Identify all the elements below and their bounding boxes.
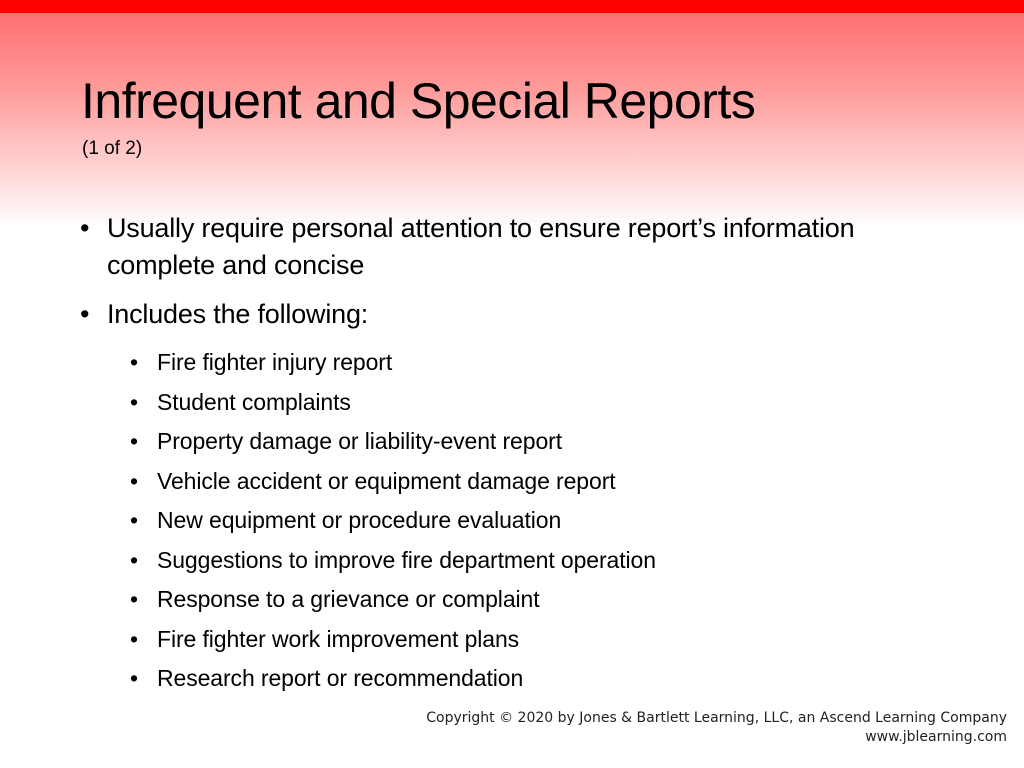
bullet-icon: • xyxy=(130,349,138,375)
sub-bullet-text: Fire fighter injury report xyxy=(157,349,393,375)
sub-bullet-item xyxy=(80,422,960,462)
bullet-icon: • xyxy=(80,299,90,329)
bullet-list xyxy=(80,210,960,699)
sub-bullet-text: Student complaints xyxy=(157,388,351,415)
slide-title: Infrequent and Special Reports xyxy=(81,73,756,129)
bullet-icon: • xyxy=(130,388,138,415)
publisher-url: www.jblearning.com xyxy=(865,729,1007,745)
copyright-text: Copyright © 2020 by Jones & Bartlett Learning, LLC, an Ascend Learning Company xyxy=(426,710,1007,726)
bullet-icon: • xyxy=(130,546,138,573)
bullet-item xyxy=(80,296,960,333)
sub-bullet-text: Research report or recommendation xyxy=(157,665,524,691)
sub-bullet-item xyxy=(80,462,960,502)
sub-bullet-item xyxy=(80,541,960,581)
sub-bullet-item xyxy=(80,659,960,699)
sub-bullet-text: Vehicle accident or equipment damage report xyxy=(157,467,616,494)
sub-bullet-text: Fire fighter work improvement plans xyxy=(157,625,520,652)
bullet-icon: • xyxy=(130,665,138,691)
sub-bullet-item xyxy=(80,343,960,383)
bullet-icon: • xyxy=(130,428,138,454)
top-accent-bar xyxy=(0,0,1024,13)
sub-bullet-item xyxy=(80,501,960,541)
sub-bullet-list xyxy=(80,343,960,699)
sub-bullet-text: Suggestions to improve fire department operation xyxy=(157,546,656,573)
bullet-text: Includes the following: xyxy=(107,299,369,329)
bullet-icon: • xyxy=(130,507,138,533)
sub-bullet-item xyxy=(80,620,960,660)
sub-bullet-item xyxy=(80,580,960,620)
bullet-item xyxy=(80,210,960,284)
bullet-icon: • xyxy=(130,586,138,612)
bullet-text: Usually require personal attention to ensure report’s information complete and concise xyxy=(107,213,855,280)
slide-subtitle: (1 of 2) xyxy=(82,138,143,159)
bullet-icon: • xyxy=(130,625,138,652)
sub-bullet-text: Response to a grievance or complaint xyxy=(157,586,540,612)
sub-bullet-item xyxy=(80,383,960,423)
bullet-icon: • xyxy=(130,467,138,494)
sub-bullet-text: Property damage or liability-event report xyxy=(157,428,562,454)
sub-bullet-text: New equipment or procedure evaluation xyxy=(157,507,562,533)
copyright-footer xyxy=(426,709,1007,747)
bullet-icon: • xyxy=(80,213,90,243)
